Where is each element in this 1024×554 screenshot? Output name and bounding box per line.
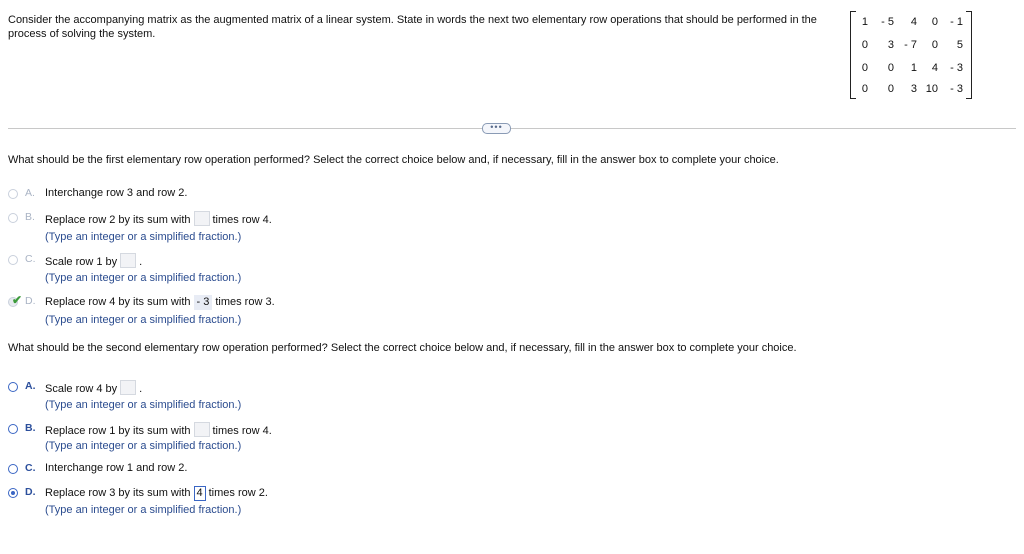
answer-box[interactable] xyxy=(120,380,136,395)
option-text-pre: Replace row 3 by its sum with xyxy=(45,487,191,499)
option-text-pre: Replace row 4 by its sum with xyxy=(45,296,191,308)
answer-hint: (Type an integer or a simplified fraction.) xyxy=(45,231,242,243)
matrix-cell: 0 xyxy=(887,83,894,95)
option-letter: B. xyxy=(25,211,35,223)
radio-button[interactable] xyxy=(8,464,18,474)
matrix-cell: 5 xyxy=(956,39,963,51)
radio-button[interactable] xyxy=(8,424,18,434)
radio-button[interactable] xyxy=(8,255,18,265)
radio-button[interactable] xyxy=(8,189,18,199)
option-text-pre: Scale row 4 by xyxy=(45,383,118,395)
matrix-cell: 3 xyxy=(887,39,894,51)
option-letter: A. xyxy=(25,187,35,199)
radio-button[interactable] xyxy=(8,488,18,498)
option-text xyxy=(45,295,275,310)
option-letter: B. xyxy=(25,422,36,434)
option-text xyxy=(45,380,142,395)
answer-box[interactable]: - 3 xyxy=(194,295,213,310)
option-letter: A. xyxy=(25,380,36,392)
option-text xyxy=(45,422,272,437)
question-1-prompt: What should be the first elementary row operation performed? Select the correct choice below and, if necessary, fill in the answer box to complete your choice. xyxy=(8,154,779,166)
answer-hint: (Type an integer or a simplified fraction.) xyxy=(45,504,242,516)
option-text-post: . xyxy=(139,383,143,395)
more-button[interactable]: ••• xyxy=(482,123,511,134)
matrix-cell: 0 xyxy=(887,62,894,74)
option-text: Interchange row 3 and row 2. xyxy=(45,187,188,199)
matrix-cell: 0 xyxy=(861,62,868,74)
answer-hint: (Type an integer or a simplified fraction.) xyxy=(45,272,242,284)
question-2-prompt: What should be the second elementary row operation performed? Select the correct choice below and, if necessary, fill in the answer box to complete your choice. xyxy=(8,342,797,354)
matrix-cell: - 3 xyxy=(950,83,963,95)
matrix-cell: 3 xyxy=(910,83,917,95)
answer-box[interactable] xyxy=(120,253,136,268)
option-letter: D. xyxy=(25,295,36,307)
answer-hint: (Type an integer or a simplified fraction.) xyxy=(45,314,242,326)
matrix-cell: 0 xyxy=(931,16,938,28)
option-text xyxy=(45,211,272,226)
option-text: Interchange row 1 and row 2. xyxy=(45,462,188,474)
problem-statement: Consider the accompanying matrix as the augmented matrix of a linear system. State in words the next two elementary row operations that should be performed in the process of solving the system. xyxy=(8,14,817,40)
option-text-post: times row 3. xyxy=(215,296,275,308)
option-letter: C. xyxy=(25,462,36,474)
matrix-cell: 4 xyxy=(910,16,917,28)
matrix-cell: - 1 xyxy=(950,16,963,28)
option-text-post: times row 2. xyxy=(208,487,268,499)
matrix-cell: 0 xyxy=(931,39,938,51)
matrix-cell: 0 xyxy=(861,39,868,51)
radio-button[interactable] xyxy=(8,213,18,223)
matrix-cell: - 7 xyxy=(904,39,917,51)
answer-box[interactable] xyxy=(194,422,210,437)
matrix-right-bracket xyxy=(966,11,972,99)
answer-box[interactable]: 4 xyxy=(194,486,206,501)
option-letter: C. xyxy=(25,253,36,265)
matrix-cell: 10 xyxy=(925,83,938,95)
augmented-matrix xyxy=(850,11,972,97)
matrix-cell: 1 xyxy=(910,62,917,74)
answer-hint: (Type an integer or a simplified fraction.) xyxy=(45,399,242,411)
option-text-post: . xyxy=(139,256,143,268)
matrix-cell: - 3 xyxy=(950,62,963,74)
option-text xyxy=(45,486,268,501)
answer-box[interactable] xyxy=(194,211,210,226)
option-text-pre: Replace row 1 by its sum with xyxy=(45,425,191,437)
checkmark-icon: ✔ xyxy=(12,293,23,307)
answer-hint: (Type an integer or a simplified fraction.) xyxy=(45,440,242,452)
option-text xyxy=(45,253,142,268)
radio-button[interactable] xyxy=(8,382,18,392)
matrix-cell: - 5 xyxy=(881,16,894,28)
matrix-cell: 4 xyxy=(931,62,938,74)
option-letter: D. xyxy=(25,486,36,498)
option-text-pre: Replace row 2 by its sum with xyxy=(45,214,191,226)
option-text-post: times row 4. xyxy=(212,214,272,226)
matrix-cell: 0 xyxy=(861,83,868,95)
option-text-post: times row 4. xyxy=(212,425,272,437)
matrix-cell: 1 xyxy=(861,16,868,28)
option-text-pre: Scale row 1 by xyxy=(45,256,118,268)
section-divider xyxy=(8,128,1016,129)
